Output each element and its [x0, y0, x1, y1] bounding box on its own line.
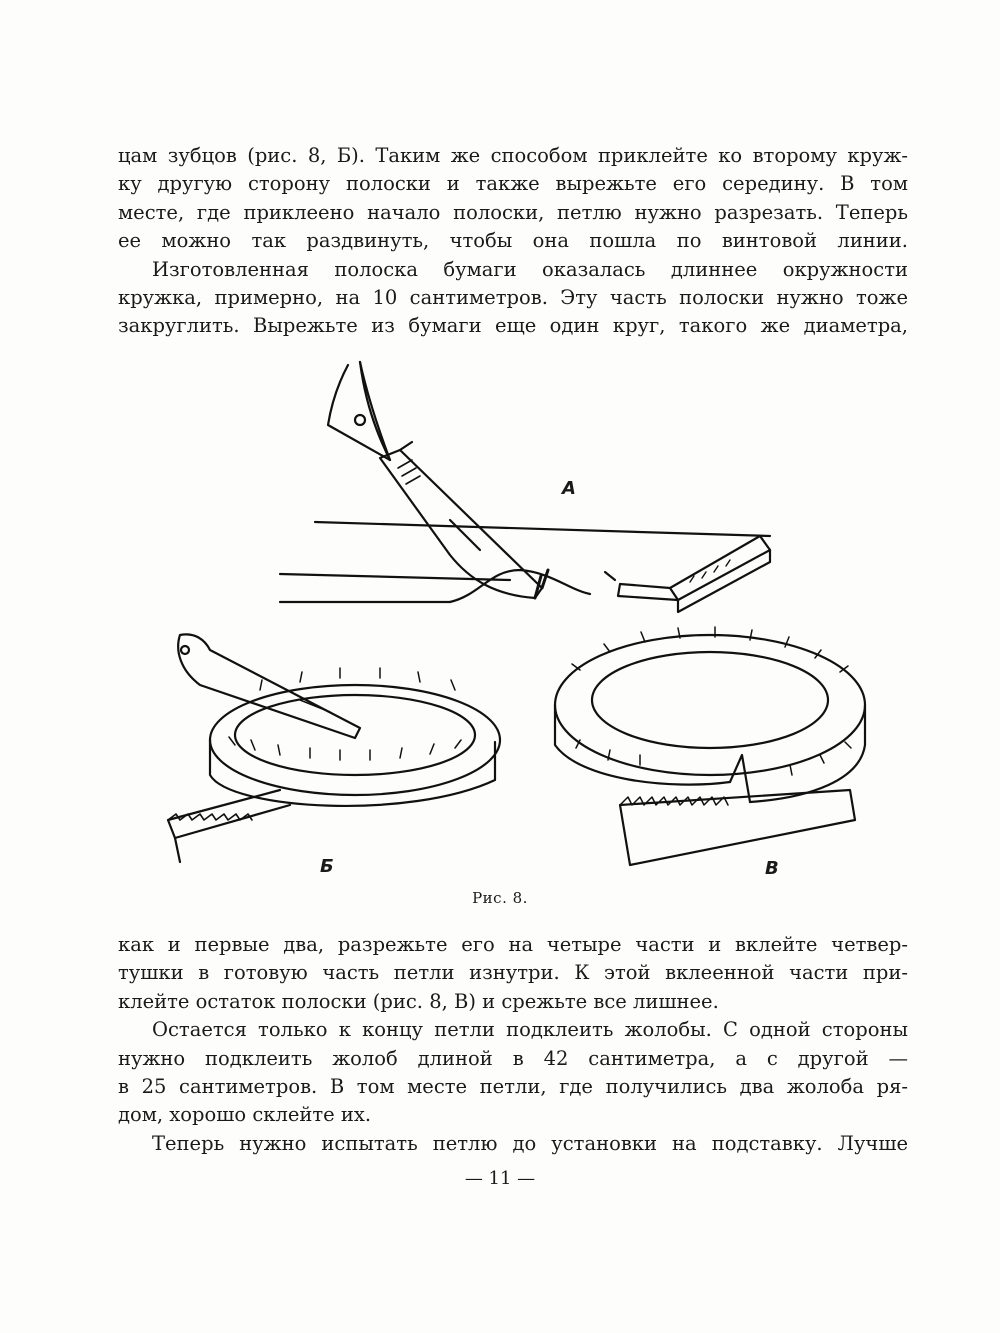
page-number: — 11 —: [464, 1168, 536, 1189]
figure-label-a: А: [562, 478, 576, 499]
text-line: ее можно так раздвинуть, чтобы она пошла по винтовой линии.: [118, 229, 908, 253]
text-line: кружка, примерно, на 10 сантиметров. Эту часть полоски нужно тоже: [118, 286, 908, 310]
text-line: месте, где приклеено начало полоски, петлю нужно разрезать. Теперь: [118, 200, 908, 224]
text-line: дом, хорошо склейте их.: [118, 1103, 372, 1127]
text-line: цам зубцов (рис. 8, Б). Таким же способом приклейте ко второму круж-: [118, 144, 908, 167]
figure-label-v: В: [765, 858, 779, 879]
text-line: Теперь нужно испытать петлю до установки на подставку. Лучше: [152, 1131, 908, 1155]
drawing-v: [555, 627, 865, 865]
text-line: клейте остаток полоски (рис. 8, В) и срежьте все лишнее.: [118, 989, 719, 1013]
text-line: как и первые два, разрежьте его на четыре части и вклейте четвер-: [118, 933, 908, 956]
figure-label-b: Б: [320, 856, 334, 877]
figure-caption: Рис. 8.: [472, 889, 528, 907]
bottom-text-block: [118, 931, 908, 1158]
text-line: нужно подклеить жолоб длиной в 42 сантиметра, а с другой —: [118, 1046, 908, 1070]
text-line: Изготовленная полоска бумаги оказалась длиннее окружности: [152, 257, 908, 281]
text-line: тушки в готовую часть петли изнутри. К этой вклеенной части при-: [118, 961, 908, 985]
text-line: в 25 сантиметров. В том месте петли, где получились два жолоба ря-: [118, 1075, 908, 1099]
text-line: Остается только к концу петли подклеить жолобы. С одной стороны: [152, 1018, 908, 1042]
drawing-b: [168, 634, 500, 862]
top-text-block: [118, 142, 908, 341]
figure-illustration: [150, 350, 870, 870]
drawing-a: [280, 362, 770, 612]
figure-8: [150, 350, 870, 879]
text-line: закруглить. Вырежьте из бумаги еще один круг, такого же диаметра,: [118, 314, 908, 338]
text-line: ку другую сторону полоски и также вырежьте его середину. В том: [118, 172, 908, 196]
